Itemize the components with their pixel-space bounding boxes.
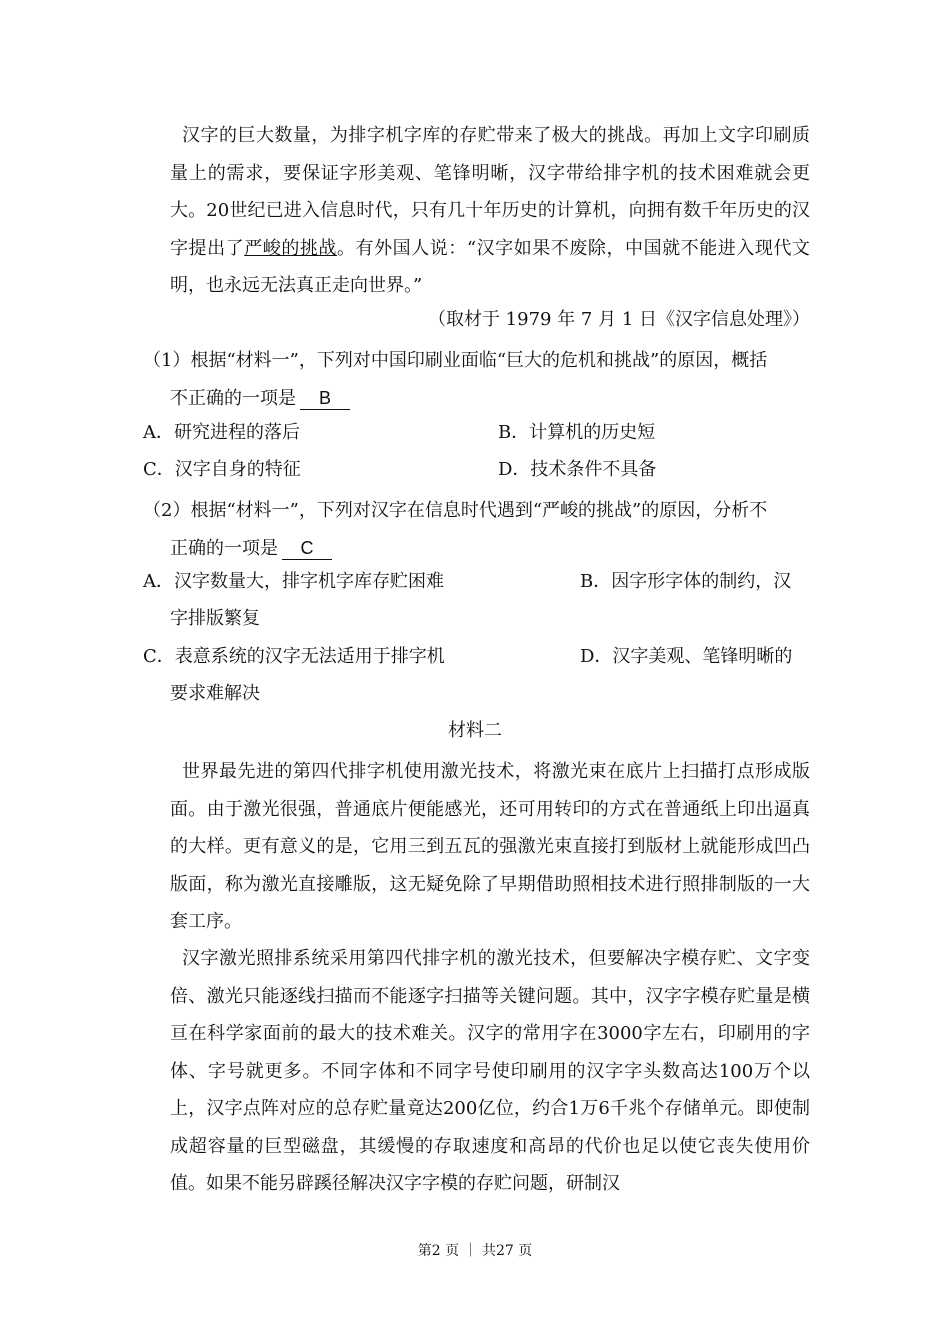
question-2-stem-cont: 正确的一项是 C: [143, 530, 813, 568]
answer-blank: B: [300, 387, 350, 410]
q2-option-a: A．汉字数量大，排字机字库存贮困难: [143, 571, 444, 592]
paragraph-text: 。有外国人说：“汉字如果不废除，中国就不能进入现代文明，也永远无法真正走向世界。”: [170, 237, 811, 296]
question-1-stem: （1）根据“材料一”，下列对中国印刷业面临“巨大的危机和挑战”的原因，概括: [143, 350, 768, 371]
question-1-stem-cont: 不正确的一项是 B: [143, 380, 813, 418]
q1-option-c: C．汉字自身的特征: [143, 459, 301, 480]
material2-heading: 材料二: [448, 720, 502, 741]
material1-paragraph: [170, 117, 810, 305]
question-2-stem: （2）根据“材料一”，下列对汉字在信息时代遇到“严峻的挑战”的原因，分析不: [143, 500, 768, 521]
material2-paragraph-2: 汉字激光照排系统采用第四代排字机的激光技术，但要解决字模存贮、文字变倍、激光只能逐线扫描而不能逐字扫描等关键问题。其中，汉字字模存贮量是横亘在科学家面前的最大的技术难关。汉字的常用字在3000字左右，印刷用的字体、字号就更多。不同字体和不同字号使印刷用的汉字字头数高达100万个以上，汉字点阵对应的总存贮量竟达200亿位，约合1万6千兆个存储单元。即使制成超容量的巨型磁盘，其缓慢的存取速度和高昂的代价也足以使它丧失使用价值。如果不能另辟蹊径解决汉字字模的存贮问题，研制汉: [170, 948, 810, 1194]
q2-option-c: C．表意系统的汉字无法适用于排字机: [143, 646, 445, 667]
q1-option-d: D．技术条件不具备: [498, 459, 657, 480]
answer-blank: C: [282, 537, 332, 560]
material2-paragraph-1: 世界最先进的第四代排字机使用激光技术，将激光束在底片上扫描打点形成版面。由于激光很强，普通底片便能感光，还可用转印的方式在普通纸上印出逼真的大样。更有意义的是，它用三到五瓦的强激光束直接打到版材上就能形成凹凸版面，称为激光直接雕版，这无疑免除了早期借助照相技术进行照排制版的一大套工序。: [170, 761, 810, 932]
source-citation: （取材于 1979 年 7 月 1 日《汉字信息处理》）: [427, 309, 810, 330]
q1-option-a: A．研究进程的落后: [143, 422, 300, 443]
question-2: [143, 492, 813, 567]
q2-option-b: B．因字形字体的制约，汉: [580, 571, 792, 592]
paragraph-text: 汉字的巨大数量，为排字机字库的存贮带来了极大的挑战。再加上文字印刷质量上的需求，要保证字形美观、笔锋明晰，汉字带给排字机的技术困难就会更大。20世纪已进入信息时代，只有几十年历史的计算机，向拥有数千年历史的汉字提出了: [170, 125, 810, 259]
q1-option-b: B．计算机的历史短: [498, 422, 656, 443]
underlined-phrase: 严峻的挑战: [244, 237, 337, 259]
q2-option-d: D．汉字美观、笔锋明晰的: [580, 646, 793, 667]
q2-option-b-cont: 字排版繁复: [170, 608, 260, 629]
page-footer: 第2 页 ｜ 共27 页: [417, 1243, 533, 1259]
q2-option-d-cont: 要求难解决: [170, 683, 260, 704]
question-1: [143, 342, 813, 417]
